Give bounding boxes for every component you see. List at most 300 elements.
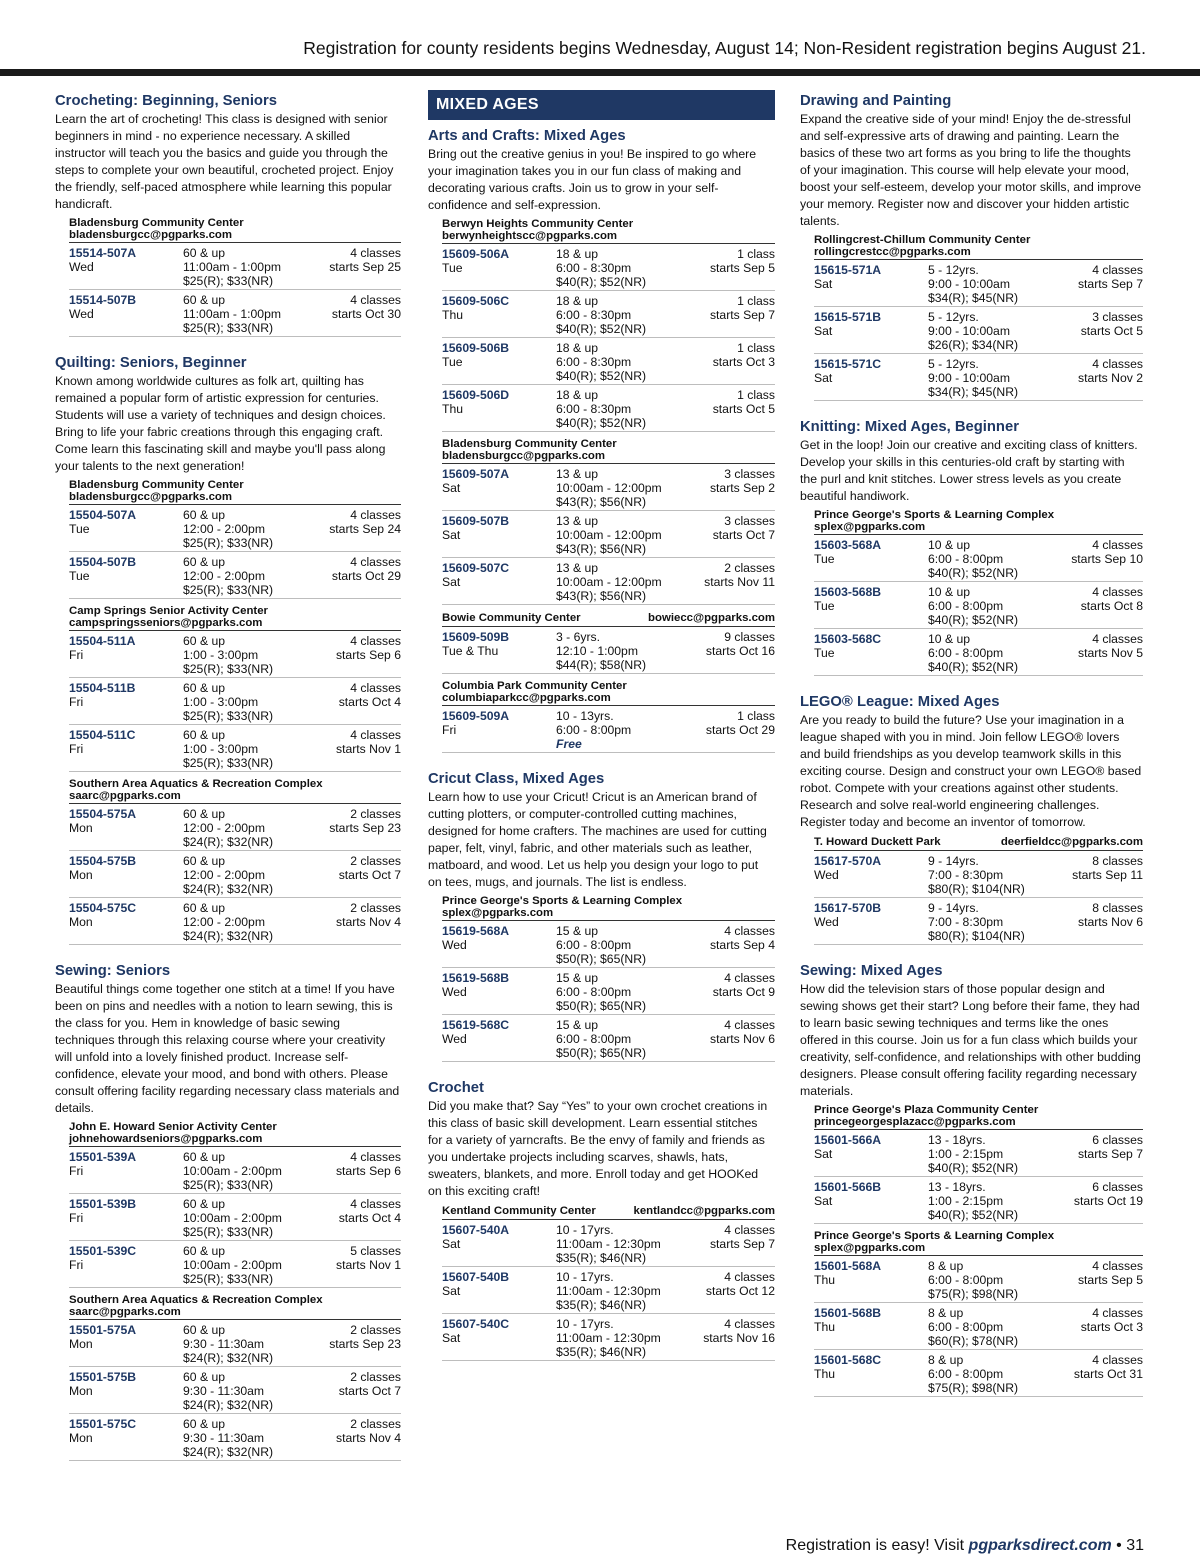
class-row [69,678,401,725]
class-start: starts Sep 11 [1072,868,1143,882]
class-count: 4 classes [350,1150,401,1164]
class-code: 15601-566B [814,1180,882,1194]
class-code-day [69,728,183,770]
course-section [800,419,1143,676]
class-schedule [1043,1133,1143,1175]
class-time: 6:00 - 8:30pm [556,402,632,416]
class-start: starts Oct 7 [338,1384,401,1398]
class-schedule [1043,310,1143,352]
class-row [442,706,775,753]
class-count: 2 classes [350,854,401,868]
course-title: Quilting: Seniors, Beginner [55,355,247,371]
class-start: starts Sep 24 [329,522,401,536]
class-row [69,631,401,678]
class-code-day [814,1133,928,1175]
venue-email[interactable]: bladensburgcc@pgparks.com [69,229,401,243]
class-details [183,508,301,550]
class-count: 4 classes [724,971,775,985]
class-time: 11:00am - 12:30pm [556,1237,661,1251]
venue-email[interactable]: rollingcrestcc@pgparks.com [814,246,1143,260]
class-row [69,1194,401,1241]
class-day: Fri [69,742,84,756]
class-row [69,1241,401,1288]
class-code-day [69,246,183,288]
class-fee: $35(R); $46(NR) [556,1298,647,1312]
venue-email[interactable]: columbiaparkcc@pgparks.com [442,692,775,706]
class-start: starts Sep 6 [335,648,401,662]
class-code-day [442,630,556,672]
class-start: starts Oct 12 [705,1284,775,1298]
class-details [183,555,301,597]
class-age: 18 & up [556,341,599,355]
class-day: Thu [814,1273,836,1287]
class-age: 8 & up [928,1353,964,1367]
class-fee: $25(R); $33(NR) [183,536,274,550]
class-time: 12:00 - 2:00pm [183,821,265,835]
class-schedule [301,1197,401,1239]
venue-email[interactable]: bladensburgcc@pgparks.com [442,450,775,464]
class-details [183,854,301,896]
class-code: 15504-575B [69,854,137,868]
class-count: 4 classes [1092,357,1143,371]
class-fee: $24(R); $32(NR) [183,882,274,896]
class-code: 15609-507B [442,514,510,528]
venue-name: Bladensburg Community Center [442,438,617,450]
class-code: 15601-568C [814,1353,882,1367]
class-count: 2 classes [350,807,401,821]
class-start: starts Nov 1 [335,742,401,756]
class-schedule [675,630,775,672]
class-start: starts Sep 25 [329,260,401,274]
class-details [183,634,301,676]
class-details [556,341,675,383]
class-code-day [814,310,928,352]
class-fee: $24(R); $32(NR) [183,929,274,943]
class-schedule [301,293,401,335]
class-details [183,1370,301,1412]
venue-email[interactable]: splex@pgparks.com [814,521,1143,535]
class-schedule [675,467,775,509]
class-start: starts Oct 30 [331,307,401,321]
class-row [69,898,401,945]
class-time: 10:00am - 12:00pm [556,575,662,589]
class-code: 15615-571C [814,357,882,371]
class-row [69,1147,401,1194]
class-count: 2 classes [350,1370,401,1384]
class-schedule [1043,854,1143,896]
class-code: 15504-507B [69,555,137,569]
class-code-day [442,561,556,603]
class-day: Fri [69,1258,84,1272]
venue-email[interactable]: campspringsseniors@pgparks.com [69,617,401,631]
class-start: starts Nov 4 [335,915,401,929]
class-row [69,851,401,898]
class-fee: $26(R); $34(NR) [928,338,1019,352]
class-count: 4 classes [1092,1353,1143,1367]
class-fee: $24(R); $32(NR) [183,1445,274,1459]
class-day: Sat [442,528,461,542]
class-schedule [1043,632,1143,674]
class-fee: $44(R); $58(NR) [556,658,647,672]
venue-block [69,1294,401,1461]
class-code: 15504-511A [69,634,136,648]
class-day: Tue [814,552,835,566]
class-details [556,1317,675,1359]
class-time: 12:00 - 2:00pm [183,522,265,536]
class-age: 60 & up [183,1150,226,1164]
class-details [183,901,301,943]
class-day: Tue [69,522,90,536]
class-count: 1 class [737,341,775,355]
class-count: 4 classes [724,1270,775,1284]
class-start: starts Sep 7 [709,1237,775,1251]
class-details [928,901,1043,943]
class-schedule [1043,1306,1143,1348]
class-start: starts Oct 16 [705,644,775,658]
class-schedule [301,854,401,896]
course-title: Sewing: Seniors [55,963,171,979]
class-code-day [442,1317,556,1359]
venue-block [69,1121,401,1288]
venue-email[interactable]: deerfieldcc@pgparks.com [1000,836,1143,848]
class-code: 15609-507C [442,561,510,575]
class-schedule [1043,357,1143,399]
class-age: 10 - 17yrs. [556,1223,614,1237]
venue-block [442,895,775,1062]
class-age: 60 & up [183,901,226,915]
course-title: Crocheting: Beginning, Seniors [55,93,277,109]
class-schedule [1043,1353,1143,1395]
class-details [928,263,1043,305]
class-time: 6:00 - 8:00pm [928,1367,1004,1381]
class-age: 15 & up [556,1018,599,1032]
class-fee: $34(R); $45(NR) [928,385,1019,399]
class-start: starts Oct 7 [712,528,775,542]
class-start: starts Sep 2 [709,481,775,495]
class-details [556,1270,675,1312]
class-code: 15609-506B [442,341,510,355]
course-description: Known among worldwide cultures as folk art, quilting has remained a popular form of artistic expression for centuries. Students will use a variety of techniques and design choices. Bring to life your fabric creations through this engaging craft. Come learn this fascinating skill and maybe you'll pass along your talents to the next generation! [55,374,386,473]
class-time: 9:30 - 11:30am [183,1337,265,1351]
course-description: Are you ready to build the future? Use your imagination in a league shaped with you in mind. Join fellow LEGO® lovers and build friendships as you develop teamwork skills in this exciting course. Design and construct your own LEGO® based robot. Compete with your creations against other students. Research and solve real-world engineering challenges. Register today and become an inventor of tomorrow. [800,713,1142,829]
class-code: 15609-506D [442,388,510,402]
class-details [928,1180,1043,1222]
registration-notice: Registration for county residents begins Wednesday, August 14; Non-Resident registration begins August 21. [303,38,1146,58]
class-details [556,388,675,430]
course-description: Bring out the creative genius in you! Be inspired to go where your imagination takes you in our fun class of making and decorating various crafts. Join us to grow in your self-confidence and self-expression. [428,147,757,212]
class-fee: $40(R); $52(NR) [928,1161,1019,1175]
header-rule [0,69,1200,76]
class-code: 15501-539A [69,1150,137,1164]
class-schedule [675,294,775,336]
class-code-day [814,1259,928,1301]
class-row [442,558,775,605]
course-section [55,355,401,945]
venue-email[interactable]: saarc@pgparks.com [69,1306,401,1320]
class-code-day [69,901,183,943]
venue-email[interactable]: bladensburgcc@pgparks.com [69,491,401,505]
class-fee: $25(R); $33(NR) [183,321,274,335]
class-details [556,561,675,603]
class-details [183,1323,301,1365]
class-code-day [69,1197,183,1239]
class-time: 12:00 - 2:00pm [183,569,265,583]
class-count: 3 classes [1092,310,1143,324]
class-count: 1 class [737,388,775,402]
class-fee: $25(R); $33(NR) [183,274,274,288]
class-time: 11:00am - 1:00pm [183,260,282,274]
class-code-day [814,1180,928,1222]
class-details [183,728,301,770]
class-schedule [675,1223,775,1265]
class-fee: $75(R); $98(NR) [928,1287,1019,1301]
class-start: starts Oct 4 [338,695,401,709]
class-code-day [69,1370,183,1412]
class-age: 60 & up [183,1197,226,1211]
class-count: 4 classes [1092,1306,1143,1320]
class-row [814,1177,1143,1224]
class-day: Wed [814,915,839,929]
class-row [442,627,775,674]
class-row [814,1303,1143,1350]
class-time: 1:00 - 2:15pm [928,1147,1004,1161]
class-day: Wed [69,307,94,321]
class-details [183,1150,301,1192]
venue-email[interactable]: saarc@pgparks.com [69,790,401,804]
course-title: Drawing and Painting [800,93,952,109]
class-start: starts Nov 5 [1077,646,1143,660]
class-code-day [442,1018,556,1060]
class-time: 12:00 - 2:00pm [183,868,265,882]
venue-name: John E. Howard Senior Activity Center [69,1121,277,1133]
class-age: 9 - 14yrs. [928,854,979,868]
class-fee: $25(R); $33(NR) [183,1272,274,1286]
class-age: 13 & up [556,561,599,575]
class-code-day [442,294,556,336]
class-count: 4 classes [1092,1259,1143,1273]
class-schedule [675,388,775,430]
class-schedule [675,1270,775,1312]
venue-name: Prince George's Sports & Learning Complex [814,1230,1055,1242]
class-schedule [301,1244,401,1286]
class-count: 3 classes [724,514,775,528]
class-count: 4 classes [350,555,401,569]
class-fee: $43(R); $56(NR) [556,495,647,509]
course-description: Beautiful things come together one stitch at a time! If you have been on pins and needles with a notion to learn sewing, this is the class for you. Hem in knowledge of basic sewing techniques through this relaxing course where your creativity will unfold into a lovely finished product. Increase self-confidence, elevate your mood, and bond with others. Please consult offering facility regarding necessary class materials and details. [55,982,400,1115]
class-code: 15504-575C [69,901,137,915]
column-right [800,90,1143,1415]
class-age: 60 & up [183,807,226,821]
column-left [55,90,401,1479]
class-code-day [442,514,556,556]
class-age: 13 - 18yrs. [928,1133,986,1147]
class-fee: $25(R); $33(NR) [183,756,274,770]
class-code-day [69,681,183,723]
class-details [183,1197,301,1239]
class-age: 60 & up [183,246,226,260]
class-details [556,709,675,751]
venue-block [814,1230,1143,1397]
class-details [928,1353,1043,1395]
class-fee: $35(R); $46(NR) [556,1345,647,1359]
course-title: Cricut Class, Mixed Ages [428,771,605,787]
class-day: Mon [69,1384,93,1398]
class-count: 3 classes [724,467,775,481]
class-code: 15501-539C [69,1244,137,1258]
class-code: 15607-540C [442,1317,510,1331]
class-details [928,632,1043,674]
class-details [556,467,675,509]
class-time: 11:00am - 1:00pm [183,307,282,321]
class-code: 15615-571B [814,310,882,324]
class-count: 2 classes [350,901,401,915]
class-schedule [301,1370,401,1412]
venue-email[interactable]: berwynheightscc@pgparks.com [442,230,775,244]
class-fee: $24(R); $32(NR) [183,1351,274,1365]
class-details [928,854,1043,896]
venue-block [69,778,401,945]
class-row [814,1256,1143,1303]
class-fee: $43(R); $56(NR) [556,542,647,556]
course-title: Knitting: Mixed Ages, Beginner [800,419,1019,435]
class-fee: $25(R); $33(NR) [183,1178,274,1192]
class-code-day [814,357,928,399]
class-schedule [301,508,401,550]
venue-email[interactable]: kentlandcc@pgparks.com [633,1205,775,1217]
venue-name: Prince George's Sports & Learning Complex [814,509,1055,521]
class-age: 8 & up [928,1306,964,1320]
class-schedule [1043,1259,1143,1301]
class-code-day [69,1323,183,1365]
venue-email[interactable]: johnehowardseniors@pgparks.com [69,1133,401,1147]
class-count: 4 classes [724,924,775,938]
class-code: 15601-568B [814,1306,882,1320]
class-code-day [814,854,928,896]
class-code: 15501-575B [69,1370,137,1384]
class-day: Wed [442,938,467,952]
class-day: Thu [814,1320,836,1334]
course-section [428,128,775,753]
class-start: starts Sep 6 [335,1164,401,1178]
venue-email[interactable]: bowiecc@pgparks.com [648,612,775,624]
class-time: 9:00 - 10:00am [928,324,1010,338]
class-time: 6:00 - 8:00pm [556,723,632,737]
venue-email[interactable]: princegeorgesplazacc@pgparks.com [814,1116,1143,1130]
class-fee: $25(R); $33(NR) [183,583,274,597]
class-code-day [442,924,556,966]
class-day: Fri [442,723,457,737]
class-age: 10 - 13yrs. [556,709,614,723]
class-day: Mon [69,868,93,882]
class-day: Thu [442,402,464,416]
venue-email[interactable]: splex@pgparks.com [442,907,775,921]
class-row [814,629,1143,676]
class-code-day [814,1353,928,1395]
class-code-day [814,538,928,580]
class-time: 1:00 - 3:00pm [183,742,259,756]
venue-email[interactable]: splex@pgparks.com [814,1242,1143,1256]
class-age: 15 & up [556,924,599,938]
class-row [69,243,401,290]
class-start: starts Sep 7 [709,308,775,322]
class-code-day [814,901,928,943]
class-code-day [442,1270,556,1312]
class-age: 10 - 17yrs. [556,1270,614,1284]
class-details [928,357,1043,399]
footer-link[interactable]: pgparksdirect.com [968,1537,1112,1554]
column-middle [428,90,775,1379]
class-details [928,310,1043,352]
class-time: 10:00am - 12:00pm [556,481,662,495]
class-start: starts Nov 4 [335,1431,401,1445]
course-description: Learn how to use your Cricut! Cricut is an American brand of cutting plotters, or computer-controlled cutting machines, designed for home crafters. The machines are used for cutting paper, felt, vinyl, fabric, and other materials such as leather, matboard, and wood. Let us help you design your logo to put on tees, mugs, and journals. The list is endless. [428,790,767,889]
class-start: starts Oct 31 [1073,1367,1143,1381]
class-age: 60 & up [183,728,226,742]
class-count: 4 classes [1092,263,1143,277]
class-code-day [814,263,928,305]
class-time: 6:00 - 8:00pm [556,1032,632,1046]
class-code: 15603-568A [814,538,882,552]
class-code: 15501-575A [69,1323,137,1337]
class-start: starts Nov 2 [1077,371,1143,385]
class-count: 2 classes [350,1417,401,1431]
class-fee: $25(R); $33(NR) [183,662,274,676]
venue-name: Bladensburg Community Center [69,479,244,491]
class-time: 9:30 - 11:30am [183,1384,265,1398]
venue-name: Southern Area Aquatics & Recreation Complex [69,778,323,790]
class-code-day [69,1417,183,1459]
class-row [814,307,1143,354]
class-time: 9:00 - 10:00am [928,371,1010,385]
class-code: 15504-575A [69,807,137,821]
class-code: 15619-568B [442,971,510,985]
class-time: 6:00 - 8:00pm [928,552,1004,566]
class-code: 15601-566A [814,1133,882,1147]
venue-block [69,479,401,599]
class-start: starts Sep 10 [1071,552,1143,566]
class-details [183,246,301,288]
course-description: Learn the art of crocheting! This class is designed with senior beginners in mind - no experience necessary. A skilled instructor will teach you the basics and guide you through the steps to complete your own beautiful, crocheted project. Enjoy the friendly, self-paced atmosphere while learning this popular handicraft. [55,112,394,211]
class-time: 1:00 - 3:00pm [183,695,259,709]
class-details [556,294,675,336]
class-age: 15 & up [556,971,599,985]
class-code: 15601-568A [814,1259,882,1273]
course-description: Get in the loop! Join our creative and exciting class of knitters. Develop your skills in this centuries-old craft by starting with the purl and knit stitches. Lower stress levels as you create beautiful handiwork. [800,438,1138,503]
venue-block [69,605,401,772]
class-code-day [442,341,556,383]
class-fee: $75(R); $98(NR) [928,1381,1019,1395]
course-section [55,963,401,1461]
class-count: 2 classes [350,1323,401,1337]
class-fee: $50(R); $65(NR) [556,952,647,966]
class-day: Mon [69,1431,93,1445]
class-details [928,1133,1043,1175]
class-code: 15504-507A [69,508,137,522]
class-schedule [1043,263,1143,305]
class-age: 18 & up [556,294,599,308]
class-fee: $40(R); $52(NR) [928,1208,1019,1222]
class-day: Thu [442,308,464,322]
class-fee: $25(R); $33(NR) [183,709,274,723]
class-row [442,291,775,338]
class-start: starts Nov 16 [703,1331,775,1345]
class-fee: $50(R); $65(NR) [556,1046,647,1060]
class-code: 15514-507A [69,246,137,260]
class-schedule [675,561,775,603]
venue-name: Rollingcrest-Chillum Community Center [814,234,1031,246]
class-time: 6:00 - 8:30pm [556,308,632,322]
class-count: 4 classes [350,293,401,307]
